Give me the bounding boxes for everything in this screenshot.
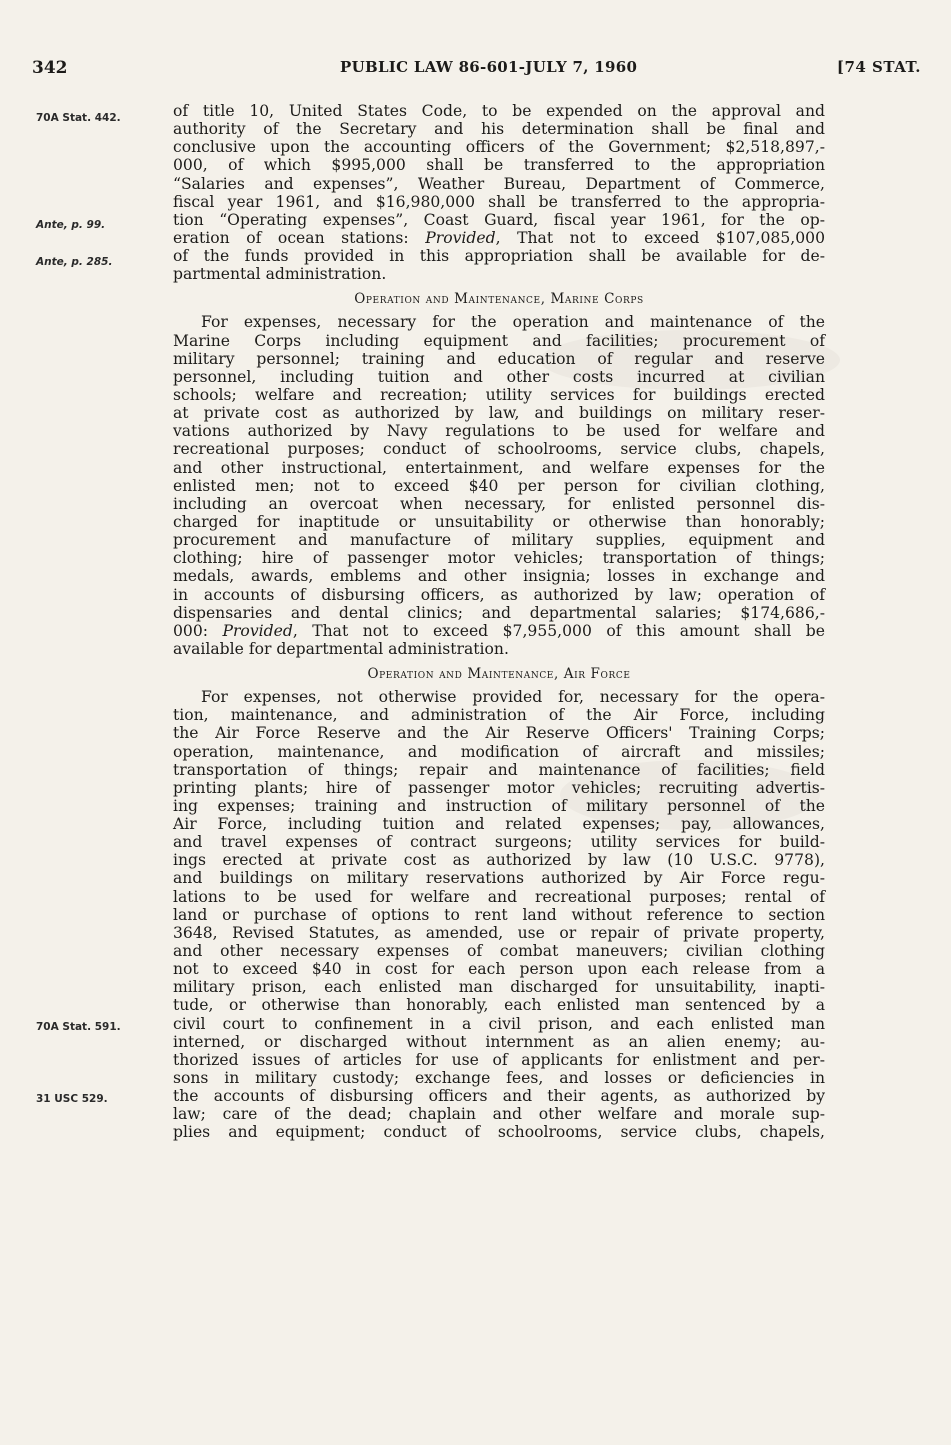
margin-citation: 31 USC 529.	[36, 1093, 108, 1105]
text-line: including an overcoat when necessary, for enlisted personnel dis-	[173, 494, 825, 513]
text-line: interned, or discharged without internment as an alien enemy; au-	[173, 1032, 825, 1051]
margin-citation: 70A Stat. 591.	[36, 1021, 121, 1033]
margin-citation: 70A Stat. 442.	[36, 112, 121, 124]
statute-reference: [74 STAT.	[836, 58, 921, 76]
text-line: eration of ocean stations: Provided, That not to exceed $107,085,000	[173, 228, 825, 247]
text-line: vations authorized by Navy regulations to be used for welfare and	[173, 422, 825, 441]
text-line: For expenses, not otherwise provided for, necessary for the opera-	[201, 688, 825, 707]
text-line: the accounts of disbursing officers and their agents, as authorized by	[173, 1087, 825, 1106]
text-line: procurement and manufacture of military supplies, equipment and	[173, 531, 825, 550]
text-line: land or purchase of options to rent land without reference to section	[173, 905, 825, 924]
text-line: medals, awards, emblems and other insignia; losses in exchange and	[173, 567, 825, 586]
text-line: in accounts of disbursing officers, as authorized by law; operation of	[173, 585, 825, 604]
text-line: plies and equipment; conduct of schoolrooms, service clubs, chapels,	[173, 1123, 825, 1142]
text-line: partmental administration.	[173, 265, 387, 284]
text-line: tude, or otherwise than honorably, each enlisted man sentenced by a	[173, 996, 825, 1015]
text-line: the Air Force Reserve and the Air Reserve Officers' Training Corps;	[173, 724, 825, 743]
text-line: ings erected at private cost as authorized by law (10 U.S.C. 9778),	[173, 851, 825, 870]
page-number: 342	[32, 58, 68, 78]
text-line: Air Force, including tuition and related expenses; pay, allowances,	[173, 815, 825, 834]
text-line: 000, of which $995,000 shall be transferred to the appropriation	[173, 156, 825, 175]
text-line: of title 10, United States Code, to be expended on the approval and	[173, 102, 825, 120]
provided-emphasis: Provided	[222, 621, 293, 640]
page-header	[32, 58, 921, 88]
text-line: military prison, each enlisted man discharged for unsuitability, inapti-	[173, 978, 825, 997]
text-line: and travel expenses of contract surgeons; utility services for build-	[173, 833, 825, 852]
text-line: sons in military custody; exchange fees, and losses or deficiencies in	[173, 1069, 825, 1088]
text-line: For expenses, necessary for the operation and maintenance of the	[201, 313, 825, 332]
text-line: transportation of things; repair and maintenance of facilities; field	[173, 760, 825, 779]
running-title: PUBLIC LAW 86-601-JULY 7, 1960	[340, 58, 638, 76]
text-line: and other instructional, entertainment, and welfare expenses for the	[173, 458, 825, 477]
text-line: conclusive upon the accounting officers of the Government; $2,518,897,-	[173, 138, 825, 157]
text-line: 000: Provided, That not to exceed $7,955,000 of this amount shall be	[173, 621, 825, 640]
text-line: military personnel; training and education of regular and reserve	[173, 349, 825, 368]
text-line: law; care of the dead; chaplain and other welfare and morale sup-	[173, 1105, 825, 1124]
section-air-force	[173, 688, 825, 1142]
text-line: tion “Operating expenses”, Coast Guard, fiscal year 1961, for the op-	[173, 210, 825, 229]
text-line: fiscal year 1961, and $16,980,000 shall be transferred to the appropria-	[173, 192, 825, 211]
text-line: not to exceed $40 in cost for each person upon each release from a	[173, 960, 825, 979]
text-line: charged for inaptitude or unsuitability or otherwise than honorably;	[173, 512, 825, 531]
section-continuation	[173, 102, 825, 283]
margin-citation: Ante, p. 285.	[36, 256, 113, 268]
provided-emphasis: Provided	[425, 228, 496, 247]
text-line: printing plants; hire of passenger motor vehicles; recruiting advertis-	[173, 778, 825, 797]
text-line: civil court to confinement in a civil prison, and each enlisted man	[173, 1014, 825, 1033]
text-line: available for departmental administration.	[173, 639, 509, 658]
text-line: and buildings on military reservations authorized by Air Force regu-	[173, 869, 825, 888]
text-line: enlisted men; not to exceed $40 per person for civilian clothing,	[173, 476, 825, 495]
statute-body	[173, 102, 825, 1142]
text-line: authority of the Secretary and his determination shall be final and	[173, 120, 825, 139]
text-line: “Salaries and expenses”, Weather Bureau, Department of Commerce,	[173, 174, 825, 193]
text-line: tion, maintenance, and administration of the Air Force, including	[173, 706, 825, 725]
text-line: ing expenses; training and instruction of military personnel of the	[173, 796, 825, 815]
margin-citation: Ante, p. 99.	[36, 219, 106, 231]
text-line: at private cost as authorized by law, and buildings on military reser-	[173, 404, 825, 423]
text-line: lations to be used for welfare and recreational purposes; rental of	[173, 887, 825, 906]
section-heading-air-force: Operation and Maintenance, Air Force	[367, 666, 631, 683]
text-line: 3648, Revised Statutes, as amended, use or repair of private property,	[173, 923, 825, 942]
text-line: schools; welfare and recreation; utility services for buildings erected	[173, 385, 825, 404]
text-line: dispensaries and dental clinics; and departmental salaries; $174,686,-	[173, 603, 825, 622]
text-line: clothing; hire of passenger motor vehicles; transportation of things;	[173, 549, 825, 568]
text-line: Marine Corps including equipment and facilities; procurement of	[173, 331, 825, 350]
section-marine-corps	[173, 313, 825, 658]
text-line: recreational purposes; conduct of schoolrooms, service clubs, chapels,	[173, 440, 825, 459]
text-line: thorized issues of articles for use of applicants for enlistment and per-	[173, 1050, 825, 1069]
text-line: of the funds provided in this appropriation shall be available for de-	[173, 247, 825, 266]
text-line: operation, maintenance, and modification of aircraft and missiles;	[173, 742, 825, 761]
section-heading-marine-corps: Operation and Maintenance, Marine Corps	[354, 291, 644, 308]
text-line: and other necessary expenses of combat maneuvers; civilian clothing	[173, 942, 825, 961]
text-line: personnel, including tuition and other costs incurred at civilian	[173, 367, 825, 386]
